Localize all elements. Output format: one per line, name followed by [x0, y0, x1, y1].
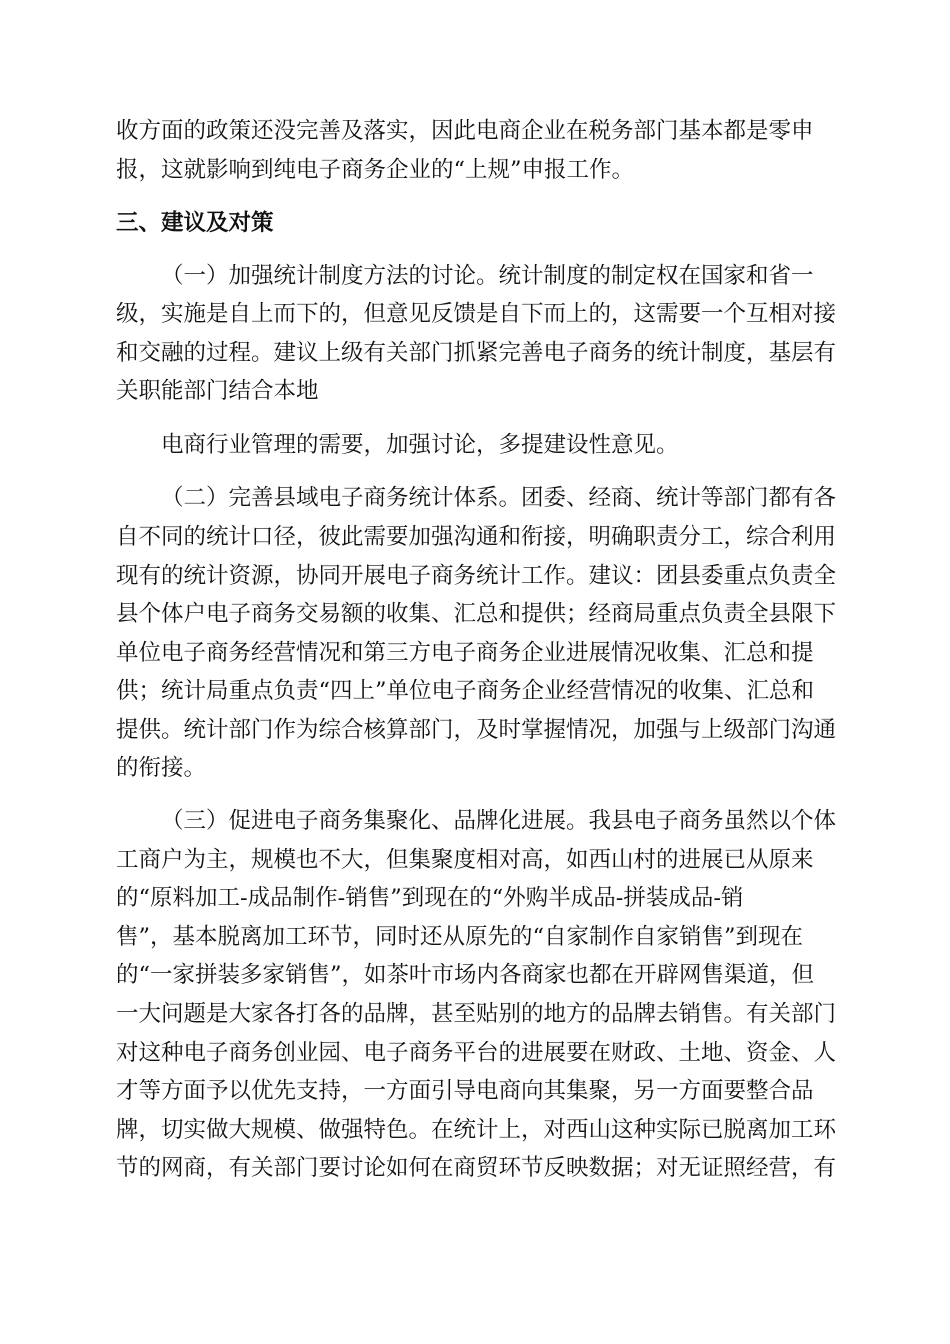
body-text-line: 供；统计局重点负责“四上”单位电子商务企业经营情况的收集、汇总和	[116, 678, 815, 704]
section-heading: 三、建议及对策	[116, 210, 274, 236]
body-text-line: 牌，切实做大规模、做强特色。在统计上，对西山这种实际已脱离加工环	[116, 1117, 837, 1143]
body-text-line: 的“原料加工-成品制作-销售”到现在的“外购半成品-拼装成品-销	[116, 885, 744, 911]
body-text-line: 级，实施是自上而下的，但意见反馈是自下而上的，这需要一个互相对接	[116, 301, 837, 327]
body-text-line: 对这种电子商务创业园、电子商务平台的进展要在财政、土地、资金、人	[116, 1040, 837, 1066]
body-text-line: 才等方面予以优先支持，一方面引导电商向其集聚，另一方面要整合品	[116, 1078, 814, 1104]
body-text-line: 报，这就影响到纯电子商务企业的“上规”申报工作。	[116, 157, 635, 183]
body-text-line: 收方面的政策还没完善及落实，因此电商企业在税务部门基本都是零申	[116, 118, 814, 144]
body-text-line: 节的网商，有关部门要讨论如何在商贸环节反映数据；对无证照经营，有	[116, 1155, 837, 1181]
body-text-line: （二）完善县域电子商务统计体系。团委、经商、统计等部门都有各	[161, 485, 837, 511]
body-text-line: 提供。统计部门作为综合核算部门，及时掌握情况，加强与上级部门沟通	[116, 717, 837, 743]
body-text-line: 售”，基本脱离加工环节，同时还从原先的“自家制作自家销售”到现在	[116, 924, 804, 950]
body-text-line: 自不同的统计口径，彼此需要加强沟通和衔接，明确职责分工，综合利用	[116, 524, 837, 550]
body-text-line: （三）促进电子商务集聚化、品牌化进展。我县电子商务虽然以个体	[161, 808, 837, 834]
body-text-line: 一大问题是大家各打各的品牌，甚至贴别的地方的品牌去销售。有关部门	[116, 1001, 837, 1027]
body-text-line: 工商户为主，规模也不大，但集聚度相对高，如西山村的进展已从原来	[116, 847, 814, 873]
body-text-line: 现有的统计资源，协同开展电子商务统计工作。建议：团县委重点负责全	[116, 563, 837, 589]
body-text-line: 单位电子商务经营情况和第三方电子商务企业进展情况收集、汇总和提	[116, 640, 814, 666]
body-text-line: 的“一家拼装多家销售”，如茶叶市场内各商家也都在开辟网售渠道，但	[116, 962, 815, 988]
body-text-line: 县个体户电子商务交易额的收集、汇总和提供；经商局重点负责全县限下	[116, 601, 837, 627]
body-text-line: 的衔接。	[116, 755, 207, 781]
body-text-line: 电商行业管理的需要，加强讨论，多提建设性意见。	[161, 432, 679, 458]
body-text-line: 关职能部门结合本地	[116, 378, 319, 404]
body-text-line: 和交融的过程。建议上级有关部门抓紧完善电子商务的统计制度，基层有	[116, 340, 837, 366]
body-text-line: （一）加强统计制度方法的讨论。统计制度的制定权在国家和省一	[161, 263, 814, 289]
